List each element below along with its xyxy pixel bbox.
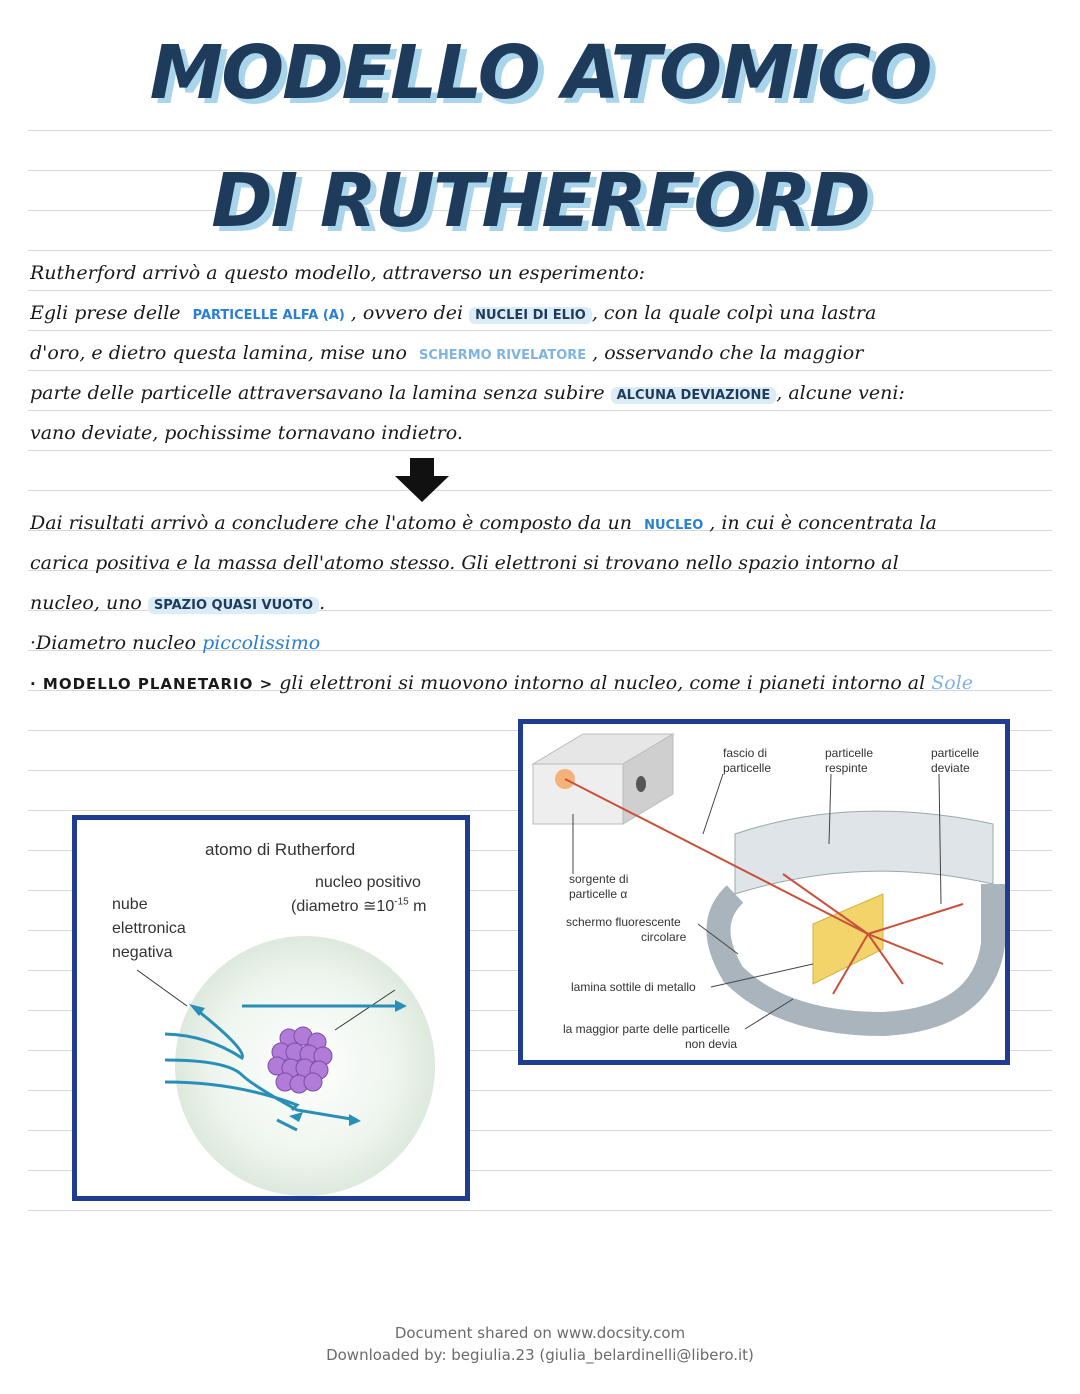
- para1-line5: vano deviate, pochissime tornavano indietro.: [30, 422, 463, 444]
- source-label-2: particelle α: [569, 887, 628, 901]
- para2-bullet1: ·Diametro nucleo piccolissimo: [30, 632, 321, 654]
- para2-line3: nucleo, uno SPAZIO QUASI VUOTO .: [30, 592, 326, 614]
- cloud-label-2: elettronica: [112, 920, 186, 937]
- highlight-very-small: piccolissimo: [202, 632, 321, 654]
- deflected-label-2: deviate: [931, 761, 970, 775]
- para1-line4: parte delle particelle attraversavano la lamina senza subire ALCUNA DEVIAZIONE , alcune veni:: [30, 382, 905, 404]
- highlight-nucleus: NUCLEO: [644, 518, 704, 533]
- reflected-label-2: respinte: [825, 761, 868, 775]
- title-line-1: MODELLO ATOMICO: [149, 30, 931, 116]
- highlight-no-deviation: ALCUNA DEVIAZIONE: [611, 387, 777, 404]
- highlight-detector-screen: SCHERMO RIVELATORE: [419, 348, 587, 363]
- para2-line1: Dai risultati arrivò a concludere che l'atomo è composto da un NUCLEO , in cui è concentrata la: [30, 512, 937, 534]
- arrow-down-icon: [395, 458, 449, 502]
- atom-diagram: [77, 820, 465, 1196]
- cloud-label-1: nube: [112, 896, 148, 913]
- title-line-2: DI RUTHERFORD: [211, 158, 869, 244]
- para1-line3: d'oro, e dietro questa lamina, mise uno SCHERMO RIVELATORE , osservando che la maggior: [30, 342, 864, 364]
- beam-label-1: fascio di: [723, 746, 768, 760]
- most-label-2: non devia: [685, 1037, 738, 1051]
- foil-label: lamina sottile di metallo: [571, 980, 696, 994]
- footer-shared: Document shared on www.docsity.com: [394, 1324, 686, 1342]
- para2-line2: carica positiva e la massa dell'atomo stesso. Gli elettroni si trovano nello spazio intorno al: [30, 552, 899, 574]
- highlight-helium-nuclei: NUCLEI DI ELIO: [469, 307, 592, 324]
- nucleus-label-1: nucleo positivo: [315, 874, 421, 891]
- figure1-title: atomo di Rutherford: [205, 840, 356, 859]
- para1-line1: Rutherford arrivò a questo modello, attraverso un esperimento:: [30, 262, 646, 284]
- footer-downloaded: Downloaded by: begiulia.23 (giulia_belardinelli@libero.it): [326, 1346, 754, 1364]
- alpha-source-block: [533, 734, 673, 824]
- highlight-alpha-particles: PARTICELLE ALFA (Α): [192, 308, 345, 323]
- highlight-sun: Sole: [931, 672, 974, 694]
- screen-label-2: circolare: [641, 930, 687, 944]
- most-label-1: la maggior parte delle particelle: [563, 1022, 730, 1036]
- para1-line2: Egli prese delle PARTICELLE ALFA (Α) , ovvero dei NUCLEI DI ELIO , con la quale colpì una lastra: [30, 302, 877, 324]
- nucleus-label-2: (diametro $≅10^{-15}$ m: [291, 896, 427, 915]
- beam-label-2: particelle: [723, 761, 772, 775]
- screen-label-1: schermo fluorescente: [566, 915, 681, 929]
- para2-bullet2: · MODELLO PLANETARIO > gli elettroni si muovono intorno al nucleo, come i pianeti intorno al Sole: [30, 672, 974, 694]
- figure-gold-foil-experiment: [518, 719, 1010, 1065]
- reflected-label-1: particelle: [825, 746, 874, 760]
- cloud-label-3: negativa: [112, 944, 173, 961]
- highlight-empty-space: SPAZIO QUASI VUOTO: [148, 597, 319, 614]
- source-label-1: sorgente di: [569, 872, 629, 886]
- figure-rutherford-atom: [72, 815, 470, 1201]
- deflected-label-1: particelle: [931, 746, 980, 760]
